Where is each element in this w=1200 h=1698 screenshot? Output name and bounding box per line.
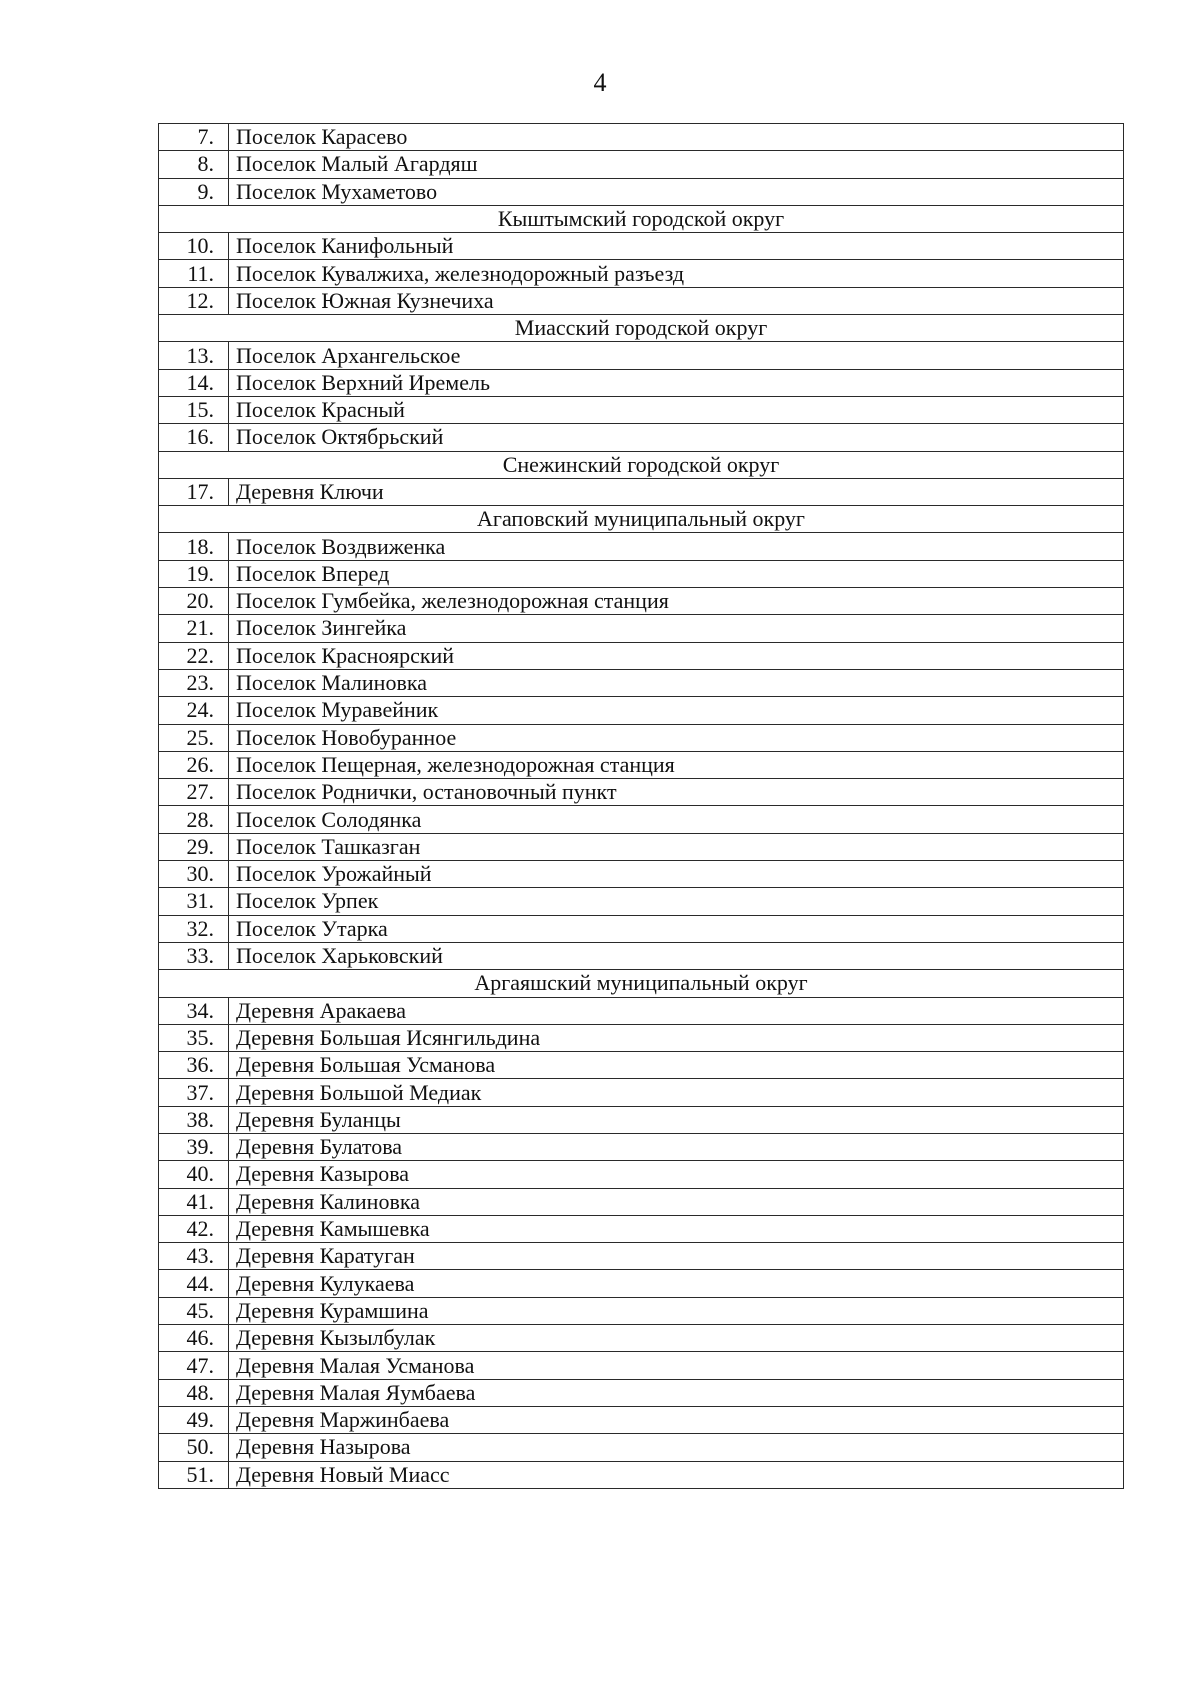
row-number: 45. (159, 1297, 229, 1324)
row-number: 28. (159, 806, 229, 833)
table-row (159, 642, 1124, 669)
row-number: 25. (159, 724, 229, 751)
settlement-name: Деревня Назырова (229, 1434, 1124, 1461)
section-heading: Аргаяшский муниципальный округ (159, 970, 1124, 997)
row-number: 50. (159, 1434, 229, 1461)
table-row (159, 124, 1124, 151)
row-number: 20. (159, 588, 229, 615)
settlement-name: Деревня Аракаева (229, 997, 1124, 1024)
row-number: 29. (159, 833, 229, 860)
row-number: 24. (159, 697, 229, 724)
settlement-name: Поселок Урожайный (229, 861, 1124, 888)
row-number: 17. (159, 478, 229, 505)
table-row (159, 1270, 1124, 1297)
settlement-name: Поселок Новобуранное (229, 724, 1124, 751)
settlement-name: Деревня Малая Усманова (229, 1352, 1124, 1379)
table-row (159, 1243, 1124, 1270)
settlement-name: Деревня Новый Миасс (229, 1461, 1124, 1488)
settlement-name: Деревня Каратуган (229, 1243, 1124, 1270)
section-heading: Миасский городской округ (159, 315, 1124, 342)
settlement-name: Поселок Урпек (229, 888, 1124, 915)
settlement-name: Поселок Верхний Иремель (229, 369, 1124, 396)
table-row (159, 1406, 1124, 1433)
settlement-name: Поселок Вперед (229, 560, 1124, 587)
table-row (159, 1379, 1124, 1406)
settlement-name: Деревня Малая Яумбаева (229, 1379, 1124, 1406)
settlement-name: Поселок Малый Агардяш (229, 151, 1124, 178)
table-row (159, 1106, 1124, 1133)
section-heading-row (159, 205, 1124, 232)
table-row (159, 724, 1124, 751)
table-row (159, 1161, 1124, 1188)
table-row (159, 533, 1124, 560)
settlement-name: Поселок Канифольный (229, 233, 1124, 260)
row-number: 13. (159, 342, 229, 369)
row-number: 37. (159, 1079, 229, 1106)
table-row (159, 669, 1124, 696)
row-number: 46. (159, 1325, 229, 1352)
table-row (159, 861, 1124, 888)
page-number: 4 (593, 68, 607, 97)
table-row (159, 424, 1124, 451)
table-row (159, 287, 1124, 314)
settlement-name: Деревня Большой Медиак (229, 1079, 1124, 1106)
row-number: 26. (159, 751, 229, 778)
row-number: 31. (159, 888, 229, 915)
settlements-table (158, 123, 1124, 1489)
row-number: 21. (159, 615, 229, 642)
settlement-name: Деревня Большая Исянгильдина (229, 1024, 1124, 1051)
table-row (159, 751, 1124, 778)
settlements-table-body (159, 124, 1124, 1489)
settlement-name: Деревня Буланцы (229, 1106, 1124, 1133)
row-number: 30. (159, 861, 229, 888)
settlement-name: Поселок Кувалжиха, железнодорожный разъезд (229, 260, 1124, 287)
settlement-name: Поселок Ташказган (229, 833, 1124, 860)
table-row (159, 697, 1124, 724)
table-row (159, 942, 1124, 969)
settlement-name: Поселок Архангельское (229, 342, 1124, 369)
section-heading-row (159, 451, 1124, 478)
row-number: 49. (159, 1406, 229, 1433)
table-row (159, 151, 1124, 178)
table-row (159, 997, 1124, 1024)
table-row (159, 615, 1124, 642)
table-row (159, 1325, 1124, 1352)
table-row (159, 233, 1124, 260)
row-number: 39. (159, 1133, 229, 1160)
settlement-name: Поселок Карасево (229, 124, 1124, 151)
table-row (159, 1461, 1124, 1488)
row-number: 44. (159, 1270, 229, 1297)
row-number: 51. (159, 1461, 229, 1488)
row-number: 48. (159, 1379, 229, 1406)
table-row (159, 779, 1124, 806)
row-number: 38. (159, 1106, 229, 1133)
settlement-name: Деревня Калиновка (229, 1188, 1124, 1215)
settlement-name: Деревня Казырова (229, 1161, 1124, 1188)
table-row (159, 1079, 1124, 1106)
settlement-name: Поселок Малиновка (229, 669, 1124, 696)
section-heading: Кыштымский городской округ (159, 205, 1124, 232)
table-row (159, 260, 1124, 287)
settlement-name: Поселок Гумбейка, железнодорожная станция (229, 588, 1124, 615)
table-row (159, 1133, 1124, 1160)
row-number: 10. (159, 233, 229, 260)
section-heading: Агаповский муниципальный округ (159, 506, 1124, 533)
settlement-name: Поселок Южная Кузнечиха (229, 287, 1124, 314)
table-row (159, 342, 1124, 369)
settlement-name: Деревня Кызылбулак (229, 1325, 1124, 1352)
row-number: 11. (159, 260, 229, 287)
row-number: 8. (159, 151, 229, 178)
settlement-name: Деревня Маржинбаева (229, 1406, 1124, 1433)
table-row (159, 1297, 1124, 1324)
table-row (159, 1352, 1124, 1379)
row-number: 18. (159, 533, 229, 560)
settlement-name: Поселок Харьковский (229, 942, 1124, 969)
row-number: 47. (159, 1352, 229, 1379)
table-row (159, 1188, 1124, 1215)
row-number: 19. (159, 560, 229, 587)
row-number: 12. (159, 287, 229, 314)
settlement-name: Поселок Солодянка (229, 806, 1124, 833)
section-heading-row (159, 315, 1124, 342)
table-row (159, 178, 1124, 205)
settlement-name: Поселок Красноярский (229, 642, 1124, 669)
table-row (159, 888, 1124, 915)
settlement-name: Поселок Утарка (229, 915, 1124, 942)
row-number: 7. (159, 124, 229, 151)
row-number: 34. (159, 997, 229, 1024)
settlement-name: Поселок Пещерная, железнодорожная станция (229, 751, 1124, 778)
table-row (159, 560, 1124, 587)
row-number: 42. (159, 1215, 229, 1242)
row-number: 22. (159, 642, 229, 669)
table-row (159, 369, 1124, 396)
settlement-name: Поселок Роднички, остановочный пункт (229, 779, 1124, 806)
section-heading-row (159, 506, 1124, 533)
table-row (159, 478, 1124, 505)
table-row (159, 915, 1124, 942)
table-row (159, 806, 1124, 833)
row-number: 40. (159, 1161, 229, 1188)
settlement-name: Поселок Зингейка (229, 615, 1124, 642)
settlement-name: Поселок Октябрьский (229, 424, 1124, 451)
settlement-name: Поселок Мухаметово (229, 178, 1124, 205)
row-number: 43. (159, 1243, 229, 1270)
section-heading: Снежинский городской округ (159, 451, 1124, 478)
settlement-name: Поселок Воздвиженка (229, 533, 1124, 560)
table-row (159, 1024, 1124, 1051)
row-number: 32. (159, 915, 229, 942)
table-row (159, 1215, 1124, 1242)
row-number: 36. (159, 1052, 229, 1079)
row-number: 33. (159, 942, 229, 969)
table-row (159, 833, 1124, 860)
settlement-name: Деревня Большая Усманова (229, 1052, 1124, 1079)
table-row (159, 1052, 1124, 1079)
row-number: 35. (159, 1024, 229, 1051)
settlement-name: Деревня Булатова (229, 1133, 1124, 1160)
table-row (159, 396, 1124, 423)
row-number: 15. (159, 396, 229, 423)
settlement-name: Поселок Муравейник (229, 697, 1124, 724)
row-number: 23. (159, 669, 229, 696)
row-number: 9. (159, 178, 229, 205)
section-heading-row (159, 970, 1124, 997)
row-number: 16. (159, 424, 229, 451)
row-number: 27. (159, 779, 229, 806)
settlement-name: Деревня Камышевка (229, 1215, 1124, 1242)
settlement-name: Поселок Красный (229, 396, 1124, 423)
table-row (159, 588, 1124, 615)
table-row (159, 1434, 1124, 1461)
row-number: 14. (159, 369, 229, 396)
settlement-name: Деревня Курамшина (229, 1297, 1124, 1324)
row-number: 41. (159, 1188, 229, 1215)
settlement-name: Деревня Ключи (229, 478, 1124, 505)
settlement-name: Деревня Кулукаева (229, 1270, 1124, 1297)
